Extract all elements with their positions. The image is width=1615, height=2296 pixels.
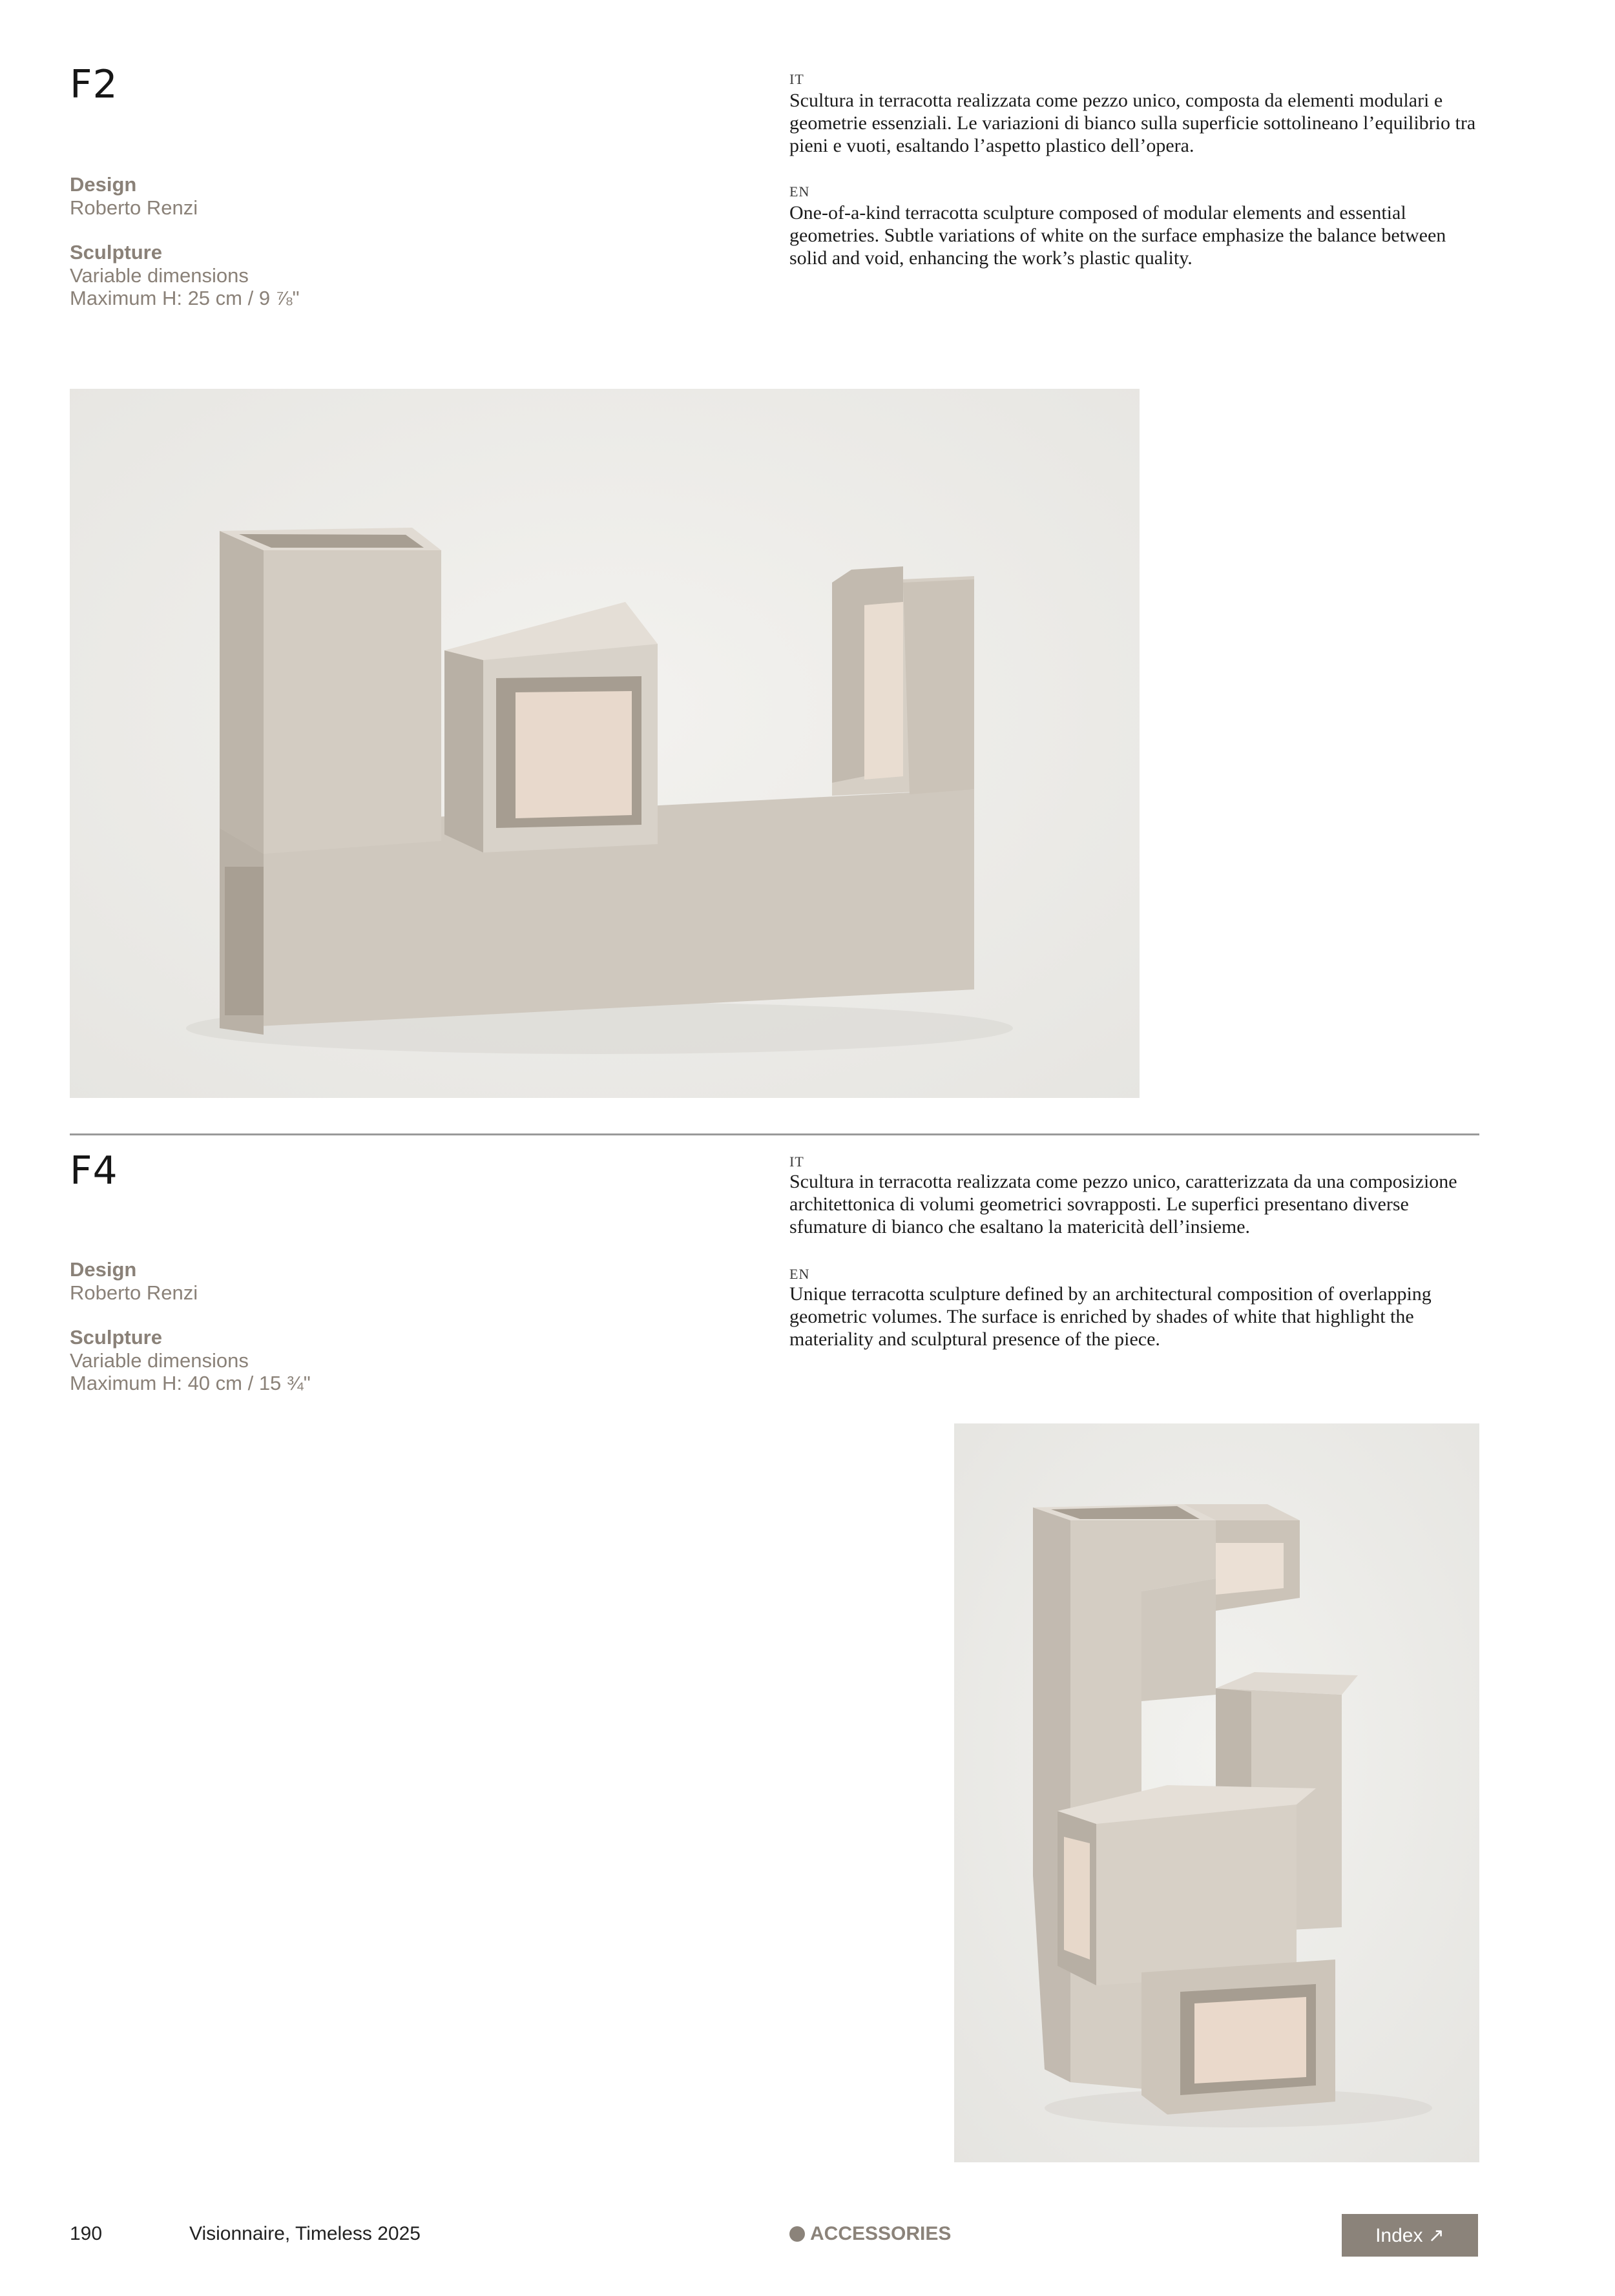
max-height-text: Maximum H: 25 cm / 9 ⅞"	[70, 287, 300, 309]
lang-label-en: EN	[789, 183, 810, 200]
product-code-f4: F4	[70, 1148, 118, 1194]
design-label: Design	[70, 1258, 137, 1281]
dimensions-text: Variable dimensions	[70, 1349, 249, 1372]
lang-label-it: IT	[789, 71, 804, 87]
lang-label-it: IT	[789, 1153, 804, 1170]
type-label: Sculpture	[70, 241, 162, 264]
description-en: Unique terracotta sculpture defined by an architectural composition of overlapping geometric volumes. The surface is enriched by shades of white that highlight the materiality and sculptural presence of the piece.	[789, 1283, 1432, 1350]
product-meta-f4	[70, 1258, 311, 1394]
index-button[interactable]	[1342, 2214, 1478, 2257]
section-label: ACCESSORIES	[810, 2223, 952, 2244]
index-button-label: Index ↗	[1375, 2224, 1444, 2246]
product-code-f2: F2	[70, 62, 118, 107]
section-divider	[70, 1133, 1479, 1135]
designer-name: Roberto Renzi	[70, 196, 198, 219]
lang-label-en: EN	[789, 1266, 810, 1282]
product-photo-f4	[954, 1423, 1479, 2162]
description-it: Scultura in terracotta realizzata come pezzo unico, caratterizzata da una composizione architettonica di volumi geometrici sovrapposti. Le superfici presentano diverse sfumature di bianco che esaltano la matericità dell’insieme.	[789, 1171, 1457, 1237]
product-meta-f2	[70, 173, 300, 309]
section-indicator	[789, 2223, 951, 2245]
design-label: Design	[70, 173, 137, 196]
page-number: 190	[70, 2223, 103, 2244]
bullet-dot-icon	[789, 2226, 805, 2242]
publication-title: Visionnaire, Timeless 2025	[189, 2223, 421, 2244]
description-it: Scultura in terracotta realizzata come pezzo unico, composta da elementi modulari e geometrie essenziali. Le variazioni di bianco sulla superficie sottolineano l’equilibrio tra pieni e vuoti, esaltando l’aspetto plastico dell’opera.	[789, 90, 1476, 156]
type-label: Sculpture	[70, 1326, 162, 1349]
dimensions-text: Variable dimensions	[70, 264, 249, 287]
sculpture-f4-illustration	[954, 1423, 1479, 2162]
description-en: One-of-a-kind terracotta sculpture composed of modular elements and essential geometries. Subtle variations of white on the surface emphasize the balance between solid and void, enhancing the work’s plastic quality.	[789, 202, 1446, 269]
sculpture-f2-illustration	[70, 389, 1140, 1098]
designer-name: Roberto Renzi	[70, 1281, 198, 1304]
max-height-text: Maximum H: 40 cm / 15 ¾"	[70, 1372, 311, 1394]
product-photo-f2	[70, 389, 1140, 1098]
